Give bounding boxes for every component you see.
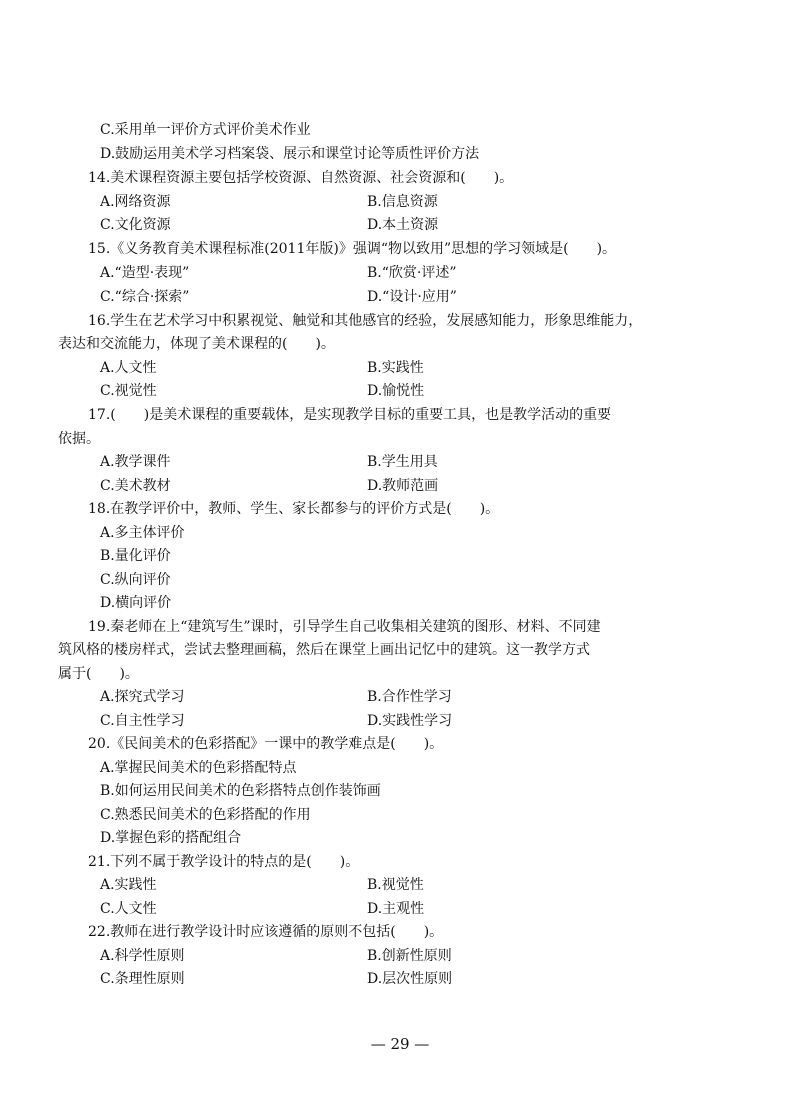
option-17-a: A.教学课件 [100, 454, 171, 470]
question-15: 15.《义务教育美术课程标准(2011年版)》强调“物以致用”思想的学习领域是( )。 [88, 241, 617, 257]
question-18: 18.在教学评价中，教师、学生、家长都参与的评价方式是( )。 [88, 501, 500, 517]
question-14: 14.美术课程资源主要包括学校资源、自然资源、社会资源和( )。 [88, 170, 514, 186]
question-19-line-3: 属于( )。 [58, 666, 139, 682]
option-16-b: B.实践性 [367, 360, 424, 376]
question-19-line-1: 19.秦老师在上“建筑写生”课时，引导学生自己收集相关建筑的图形、材料、不同建 [88, 619, 601, 635]
question-16-line-2: 表达和交流能力，体现了美术课程的( )。 [58, 336, 335, 352]
question-17-line-1: 17.( )是美术课程的重要载体，是实现教学目标的重要工具，也是教学活动的重要 [88, 407, 612, 423]
option-21-a: A.实践性 [100, 877, 157, 893]
option-14-c: C.文化资源 [100, 217, 171, 233]
option-22-b: B.创新性原则 [367, 948, 452, 964]
question-block [58, 0, 742, 1108]
option-18-b: B.量化评价 [100, 548, 171, 564]
question-20: 20.《民间美术的色彩搭配》一课中的教学难点是( )。 [88, 736, 444, 752]
option-22-c: C.条理性原则 [100, 971, 185, 987]
option-22-d: D.层次性原则 [367, 971, 453, 987]
option-19-b: B.合作性学习 [367, 689, 452, 705]
option-16-d: D.愉悦性 [367, 383, 425, 399]
option-16-c: C.视觉性 [100, 383, 157, 399]
option-21-d: D.主观性 [367, 901, 425, 917]
option-22-a: A.科学性原则 [100, 948, 185, 964]
question-16-line-1: 16.学生在艺术学习中积累视觉、触觉和其他感官的经验，发展感知能力，形象思维能力， [88, 313, 643, 329]
option-18-a: A.多主体评价 [100, 525, 185, 541]
option-19-d: D.实践性学习 [367, 713, 453, 729]
option-19-c: C.自主性学习 [100, 713, 185, 729]
option-20-d: D.掌握色彩的搭配组合 [100, 830, 242, 846]
option-13-d: D.鼓励运用美术学习档案袋、展示和课堂讨论等质性评价方法 [100, 146, 480, 162]
page-number: — 29 — [370, 1035, 430, 1053]
option-21-c: C.人文性 [100, 901, 157, 917]
option-13-c: C.采用单一评价方式评价美术作业 [100, 122, 311, 138]
question-22: 22.教师在进行教学设计时应该遵循的原则不包括( )。 [88, 924, 444, 940]
option-15-d: D.“设计·应用” [367, 289, 457, 305]
option-20-a: A.掌握民间美术的色彩搭配特点 [100, 760, 297, 776]
option-17-c: C.美术教材 [100, 478, 171, 494]
option-19-a: A.探究式学习 [100, 689, 185, 705]
option-16-a: A.人文性 [100, 360, 157, 376]
option-20-c: C.熟悉民间美术的色彩搭配的作用 [100, 807, 311, 823]
option-14-d: D.本土资源 [367, 217, 439, 233]
option-18-c: C.纵向评价 [100, 572, 171, 588]
question-17-line-2: 依据。 [58, 431, 100, 447]
option-17-d: D.教师范画 [367, 478, 439, 494]
option-18-d: D.横向评价 [100, 595, 172, 611]
option-14-a: A.网络资源 [100, 194, 171, 210]
option-17-b: B.学生用具 [367, 454, 438, 470]
option-20-b: B.如何运用民间美术的色彩搭特点创作装饰画 [100, 783, 381, 799]
option-15-b: B.“欣赏·评述” [367, 265, 457, 281]
option-14-b: B.信息资源 [367, 194, 438, 210]
option-15-a: A.“造型·表现” [100, 265, 190, 281]
option-15-c: C.“综合·探索” [100, 289, 190, 305]
question-21: 21.下列不属于教学设计的特点的是( )。 [88, 854, 360, 870]
option-21-b: B.视觉性 [367, 877, 424, 893]
question-19-line-2: 筑风格的楼房样式，尝试去整理画稿，然后在课堂上画出记忆中的建筑。这一教学方式 [58, 642, 590, 658]
